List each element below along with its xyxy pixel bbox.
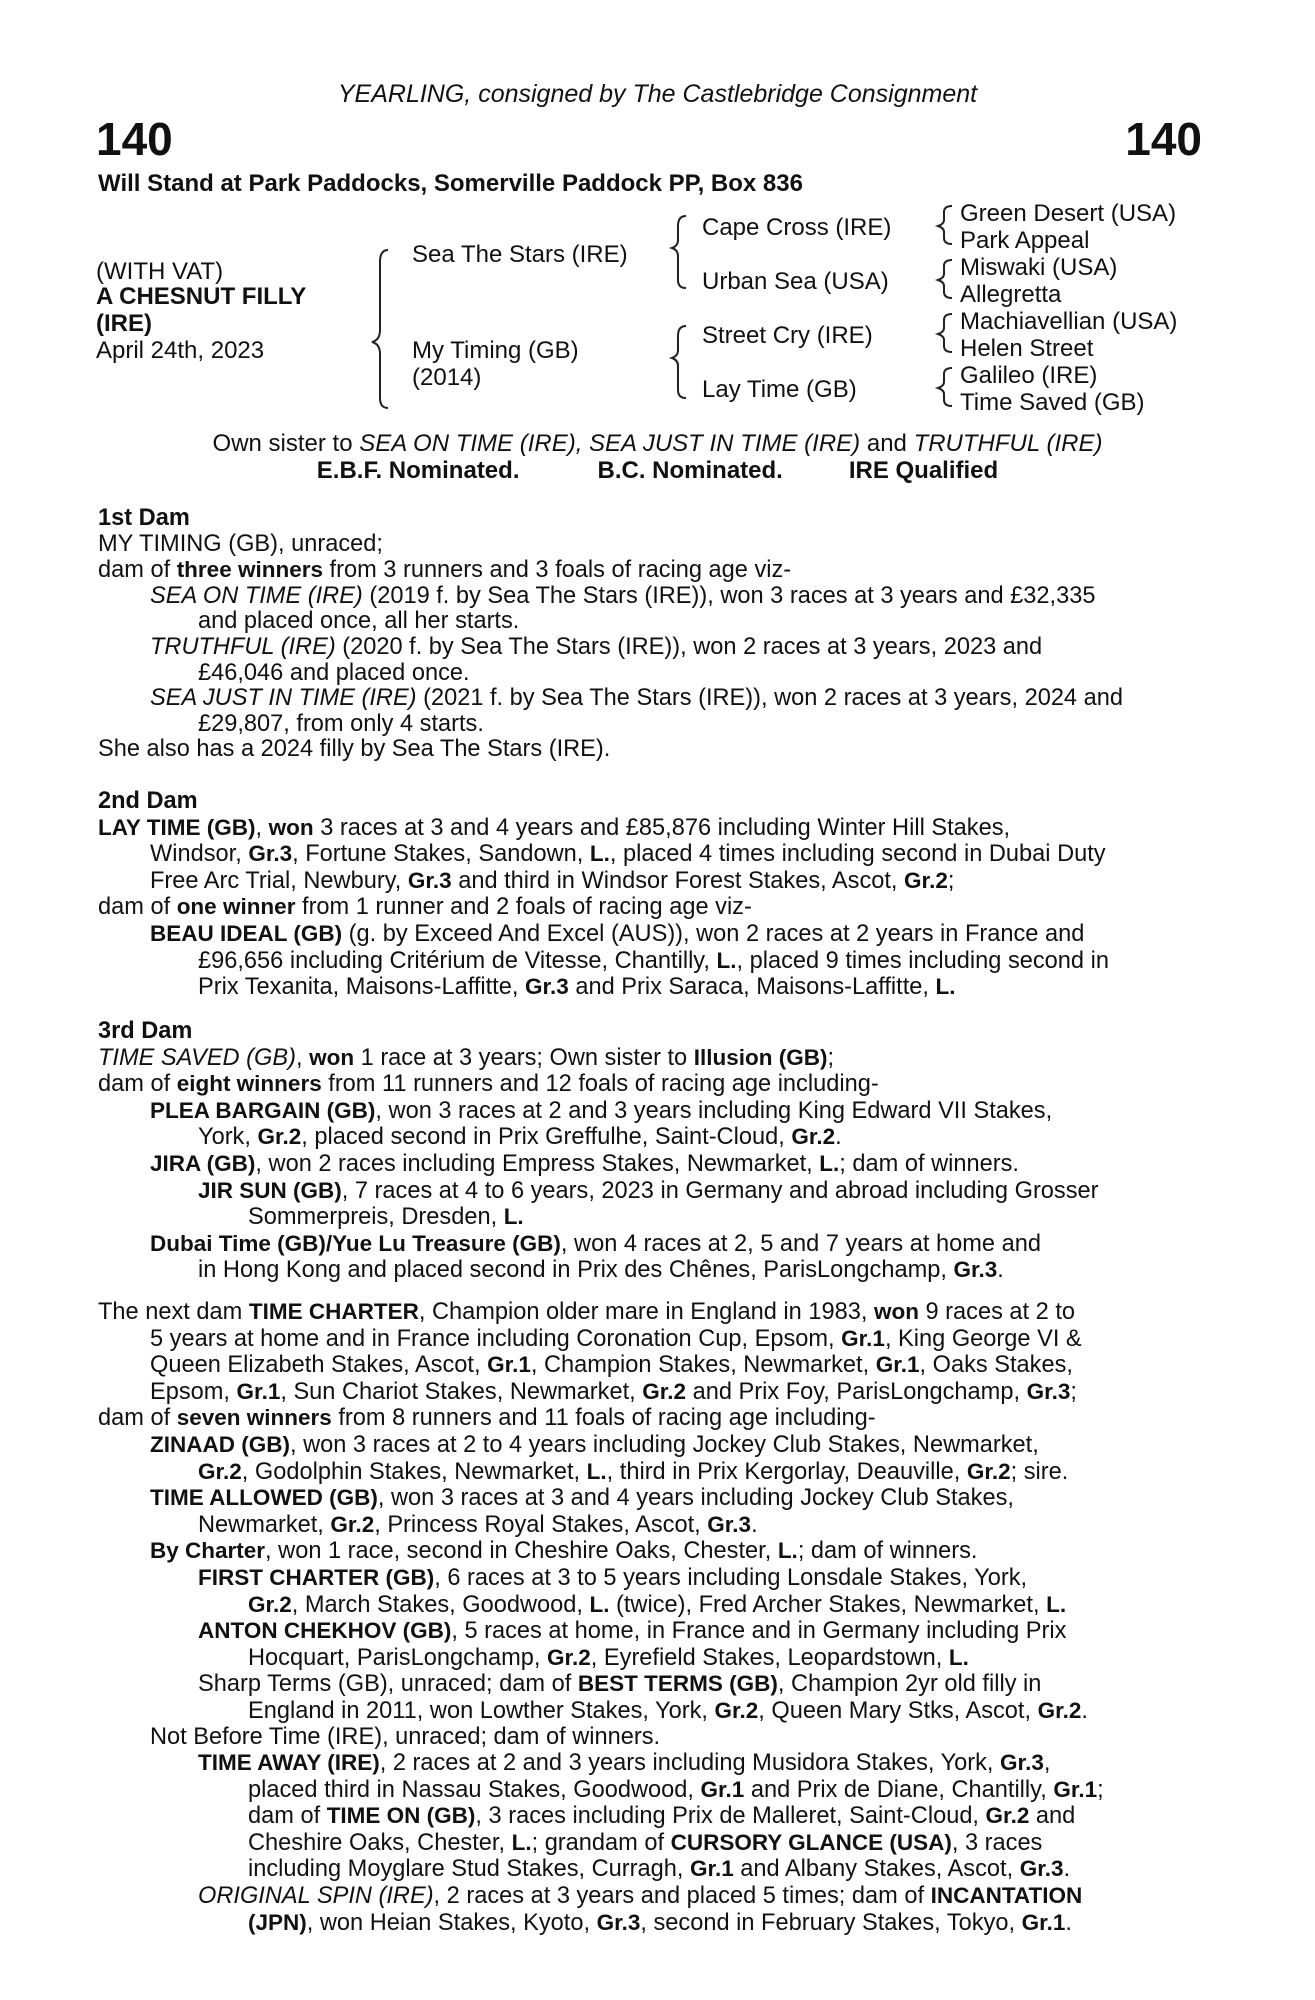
- stand-location: Will Stand at Park Paddocks, Somerville Paddock PP, Box 836: [98, 170, 803, 197]
- foaling-date: April 24th, 2023: [96, 337, 265, 364]
- own-sister-last: TRUTHFUL (IRE): [913, 430, 1103, 457]
- text-line: dam of one winner from 1 runner and 2 foals of racing age viz-: [98, 894, 752, 921]
- text-line: ZINAAD (GB), won 3 races at 2 to 4 years including Jockey Club Stakes, Newmarket,: [150, 1431, 1039, 1458]
- consignment-line: YEARLING, consigned by The Castlebridge Consignment: [337, 80, 978, 108]
- text-line: BEAU IDEAL (GB) (g. by Exceed And Excel (AUS)), won 2 races at 2 years in France and: [150, 920, 1085, 947]
- text-line: Gr.2, Godolphin Stakes, Newmarket, L., third in Prix Kergorlay, Deauville, Gr.2; sire.: [198, 1458, 1069, 1485]
- first-dam-heading: 1st Dam: [98, 505, 190, 531]
- text-line: Not Before Time (IRE), unraced; dam of winners.: [150, 1723, 661, 1750]
- text-line: Queen Elizabeth Stakes, Ascot, Gr.1, Champion Stakes, Newmarket, Gr.1, Oaks Stakes,: [150, 1352, 1073, 1379]
- text-line: Epsom, Gr.1, Sun Chariot Stakes, Newmarket, Gr.2 and Prix Foy, ParisLongchamp, Gr.3;: [150, 1378, 1077, 1405]
- own-sister-prefix: Own sister to: [212, 430, 360, 457]
- text-line: dam of seven winners from 8 runners and 11 foals of racing age including-: [98, 1405, 876, 1432]
- text-line: The next dam TIME CHARTER, Champion older mare in England in 1983, won 9 races at 2 to: [98, 1299, 1076, 1325]
- text-line: TRUTHFUL (IRE) (2020 f. by Sea The Stars (IRE)), won 2 races at 3 years, 2023 and: [150, 633, 1043, 660]
- lot-number-right: 140: [1125, 113, 1202, 165]
- gen3-8: Time Saved (GB): [960, 389, 1145, 416]
- text-line: Cheshire Oaks, Chester, L.; grandam of CURSORY GLANCE (USA), 3 races: [248, 1829, 1043, 1856]
- text-line: dam of TIME ON (GB), 3 races including Prix de Malleret, Saint-Cloud, Gr.2 and: [248, 1803, 1076, 1830]
- sire: Sea The Stars (IRE): [412, 241, 628, 268]
- third-dam-section: [98, 1019, 1204, 1284]
- text-line: Sharp Terms (GB), unraced; dam of BEST TERMS (GB), Champion 2yr old filly in: [198, 1671, 1042, 1698]
- text-line: JIR SUN (GB), 7 races at 4 to 6 years, 2023 in Germany and abroad including Grosser: [198, 1177, 1099, 1204]
- next-dam-section: [98, 1299, 1204, 1936]
- text-line: FIRST CHARTER (GB), 6 races at 3 to 5 years including Lonsdale Stakes, York,: [198, 1564, 1028, 1591]
- bc-nomination: B.C. Nominated.: [597, 457, 783, 484]
- text-line: MY TIMING (GB), unraced;: [98, 530, 383, 557]
- text-line: placed third in Nassau Stakes, Goodwood, Gr.1 and Prix de Diane, Chantilly, Gr.1;: [248, 1776, 1104, 1803]
- text-line: and placed once, all her starts.: [198, 608, 520, 635]
- text-line: including Moyglare Stud Stakes, Curragh, Gr.1 and Albany Stakes, Ascot, Gr.3.: [248, 1856, 1071, 1883]
- text-line: Sommerpreis, Dresden, L.: [248, 1204, 524, 1231]
- text-line: Prix Texanita, Maisons-Laffitte, Gr.3 and Prix Saraca, Maisons-Laffitte, L.: [198, 974, 956, 1001]
- vat-note: (WITH VAT): [96, 258, 224, 285]
- own-sister-line: [0, 430, 1315, 458]
- text-line: SEA ON TIME (IRE) (2019 f. by Sea The Stars (IRE)), won 3 races at 3 years and £32,335: [150, 582, 1096, 609]
- ebf-nomination: E.B.F. Nominated.: [316, 457, 520, 484]
- text-line: ANTON CHEKHOV (GB), 5 races at home, in France and in Germany including Prix: [198, 1618, 1067, 1645]
- text-line: Windsor, Gr.3, Fortune Stakes, Sandown, L., placed 4 times including second in Dubai Duty: [150, 841, 1106, 868]
- horse-name: A CHESNUT FILLY: [96, 283, 307, 310]
- text-line: (JPN), won Heian Stakes, Kyoto, Gr.3, second in February Stakes, Tokyo, Gr.1.: [248, 1909, 1072, 1936]
- text-line: dam of three winners from 3 runners and 3 foals of racing age viz-: [98, 557, 792, 584]
- text-line: in Hong Kong and placed second in Prix des Chênes, ParisLongchamp, Gr.3.: [198, 1257, 1004, 1284]
- text-line: JIRA (GB), won 2 races including Empress Stakes, Newmarket, L.; dam of winners.: [150, 1150, 1019, 1177]
- text-line: Newmarket, Gr.2, Princess Royal Stakes, Ascot, Gr.3.: [198, 1511, 758, 1538]
- text-line: She also has a 2024 filly by Sea The Stars (IRE).: [98, 736, 611, 763]
- gen3-2: Park Appeal: [960, 227, 1090, 254]
- text-line: £96,656 including Critérium de Vitesse, Chantilly, L., placed 9 times including second in: [198, 947, 1109, 974]
- own-sister-and: and: [860, 430, 914, 457]
- lot-number-left: 140: [96, 113, 173, 165]
- sire-dam: Urban Sea (USA): [702, 268, 889, 295]
- nominations: [0, 457, 1315, 485]
- text-line: Free Arc Trial, Newbury, Gr.3 and third in Windsor Forest Stakes, Ascot, Gr.2;: [150, 867, 955, 894]
- dam-year: (2014): [412, 364, 482, 391]
- text-line: ORIGINAL SPIN (IRE), 2 races at 3 years and placed 5 times; dam of INCANTATION: [198, 1883, 1083, 1910]
- text-line: England in 2011, won Lowther Stakes, York, Gr.2, Queen Mary Stks, Ascot, Gr.2.: [248, 1697, 1088, 1724]
- horse-name-country: (IRE): [96, 310, 152, 337]
- gen3-6: Helen Street: [960, 335, 1094, 362]
- text-line: York, Gr.2, placed second in Prix Greffulhe, Saint-Cloud, Gr.2.: [198, 1124, 842, 1151]
- gen3-5: Machiavellian (USA): [960, 308, 1178, 335]
- dam-dam: Lay Time (GB): [702, 376, 857, 403]
- text-line: By Charter, won 1 race, second in Cheshire Oaks, Chester, L.; dam of winners.: [150, 1538, 978, 1565]
- sire-sire: Cape Cross (IRE): [702, 214, 892, 241]
- text-line: dam of eight winners from 11 runners and 12 foals of racing age including-: [98, 1071, 879, 1098]
- text-line: Hocquart, ParisLongchamp, Gr.2, Eyrefield Stakes, Leopardstown, L.: [248, 1644, 969, 1671]
- text-line: Gr.2, March Stakes, Goodwood, L. (twice), Fred Archer Stakes, Newmarket, L.: [248, 1591, 1067, 1618]
- gen3-3: Miswaki (USA): [960, 254, 1118, 281]
- ire-qualified: IRE Qualified: [848, 457, 999, 484]
- text-line: Dubai Time (GB)/Yue Lu Treasure (GB), won 4 races at 2, 5 and 7 years at home and: [150, 1230, 1041, 1257]
- text-line: TIME ALLOWED (GB), won 3 races at 3 and 4 years including Jockey Club Stakes,: [150, 1485, 1014, 1512]
- gen3-7: Galileo (IRE): [960, 362, 1098, 389]
- dam: My Timing (GB): [412, 337, 579, 364]
- dam-sire: Street Cry (IRE): [702, 322, 873, 349]
- text-line: PLEA BARGAIN (GB), won 3 races at 2 and 3 years including King Edward VII Stakes,: [150, 1097, 1053, 1124]
- text-line: TIME SAVED (GB), won 1 race at 3 years; Own sister to Illusion (GB);: [98, 1044, 835, 1071]
- gen3-1: Green Desert (USA): [960, 200, 1177, 227]
- text-line: 5 years at home and in France including Coronation Cup, Epsom, Gr.1, King George VI &: [150, 1325, 1082, 1352]
- own-sister-names: SEA ON TIME (IRE), SEA JUST IN TIME (IRE): [359, 430, 861, 457]
- first-dam-section: [98, 506, 1204, 763]
- text-line: LAY TIME (GB), won 3 races at 3 and 4 years and £85,876 including Winter Hill Stakes,: [98, 814, 1011, 841]
- text-line: SEA JUST IN TIME (IRE) (2021 f. by Sea The Stars (IRE)), won 2 races at 3 years, 2024 and: [150, 685, 1123, 712]
- text-line: £46,046 and placed once.: [198, 659, 470, 686]
- text-line: TIME AWAY (IRE), 2 races at 2 and 3 years including Musidora Stakes, York, Gr.3,: [198, 1750, 1051, 1777]
- second-dam-heading: 2nd Dam: [98, 788, 198, 814]
- second-dam-section: [98, 789, 1204, 1001]
- text-line: £29,807, from only 4 starts.: [198, 710, 484, 737]
- gen3-4: Allegretta: [960, 281, 1062, 308]
- third-dam-heading: 3rd Dam: [98, 1018, 193, 1044]
